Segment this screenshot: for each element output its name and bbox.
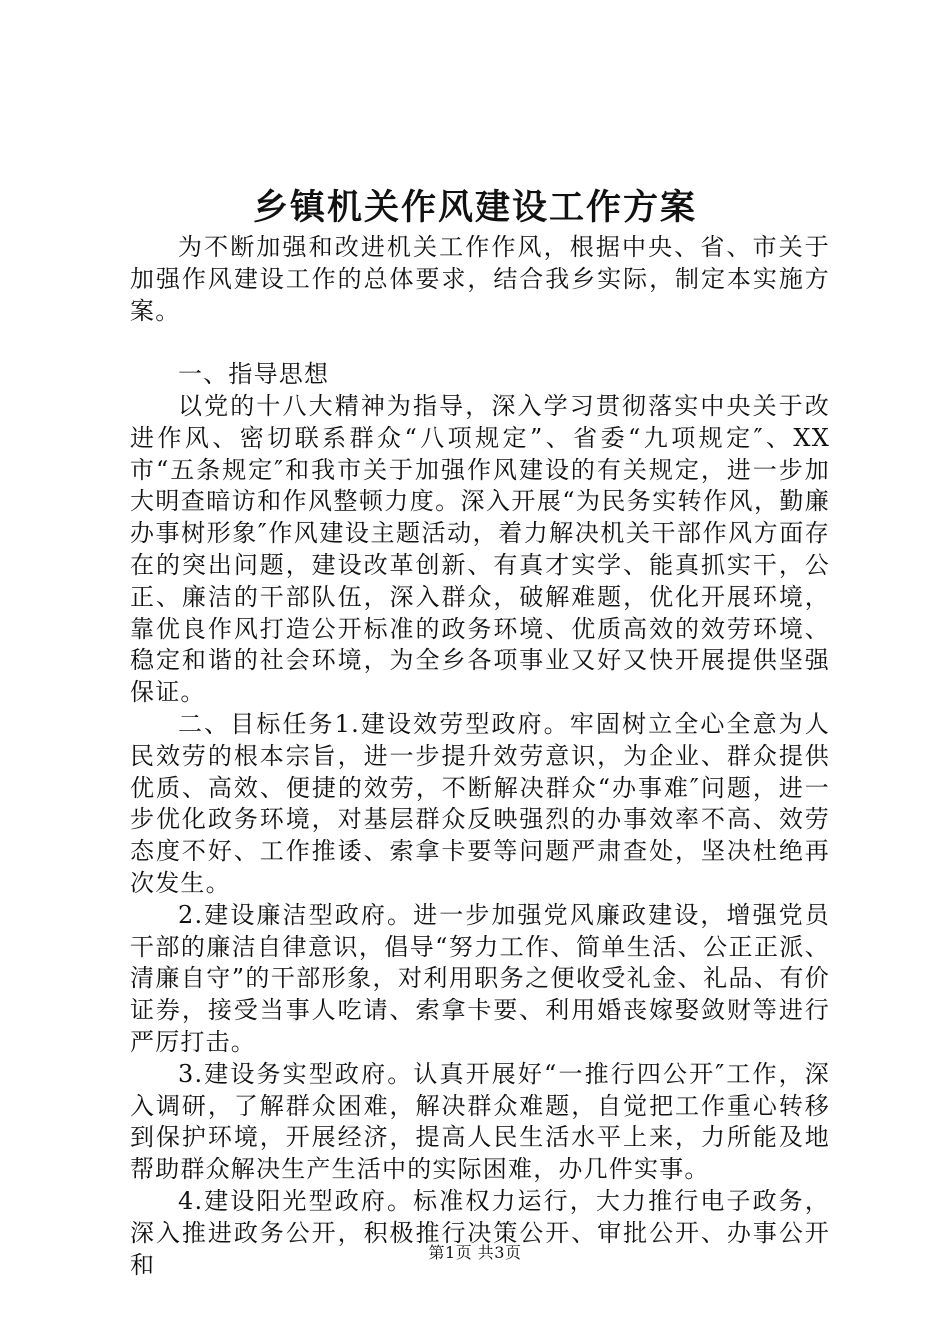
document-body xyxy=(130,232,830,1281)
intro-paragraph: 为不断加强和改进机关工作作风，根据中央、省、市关于加强作风建设工作的总体要求，结合我乡实际，制定本实施方案。 xyxy=(130,233,830,325)
clean-government-paragraph: 2.建设廉洁型政府。进一步加强党风廉政建设，增强党员干部的廉洁自律意识，倡导“努力工作、简单生活、公正正派、清廉自守”的干部形象，对利用职务之便收受礼金、礼品、有价证券，接受当事人吃请、索拿卡要、利用婚丧嫁娶敛财等进行严厉打击。 xyxy=(130,900,830,1056)
guiding-ideology-paragraph: 以党的十八大精神为指导，深入学习贯彻落实中央关于改进作风、密切联系群众“八项规定”、省委“九项规定″、XX市“五条规定″和我市关于加强作风建设的有关规定，进一步加大明查暗访和作风整顿力度。深入开展“为民务实转作风，勤廉办事树形象″作风建设主题活动，着力解决机关干部作风方面存在的突出问题，建设改革创新、有真才实学、能真抓实干，公正、廉洁的干部队伍，深入群众，破解难题，优化开展环境，靠优良作风打造公开标准的政务环境、优质高效的效劳环境、稳定和谐的社会环境，为全乡各项事业又好又快开展提供坚强保证。 xyxy=(130,391,830,707)
transparent-government-paragraph: 4.建设阳光型政府。标准权力运行，大力推行电子政务，深入推进政务公开，积极推行决策公开、审批公开、办事公开和 xyxy=(130,1186,830,1279)
page-footer: 第1页 共3页 xyxy=(428,1243,522,1262)
document-title: 乡镇机关作风建设工作方案 xyxy=(252,188,697,228)
target-tasks-paragraph: 二、目标任务1.建设效劳型政府。牢固树立全心全意为人民效劳的根本宗旨，进一步提升效劳意识，为企业、群众提供优质、高效、便捷的效劳，不断解决群众“办事难″问题，进一步优化政务环境，对基层群众反映强烈的办事效率不高、效劳态度不好、工作推诿、索拿卡要等问题严肃查处，坚决杜绝再次发生。 xyxy=(130,709,830,897)
section-heading-guiding-ideology: 一、指导思想 xyxy=(178,360,330,389)
pragmatic-government-paragraph: 3.建设务实型政府。认真开展好“一推行四公开″工作，深入调研，了解群众困难，解决群众难题，自觉把工作重心转移到保护环境，开展经济，提高人民生活水平上来，力所能及地帮助群众解决生产生活中的实际困难，办几件实事。 xyxy=(130,1059,830,1184)
